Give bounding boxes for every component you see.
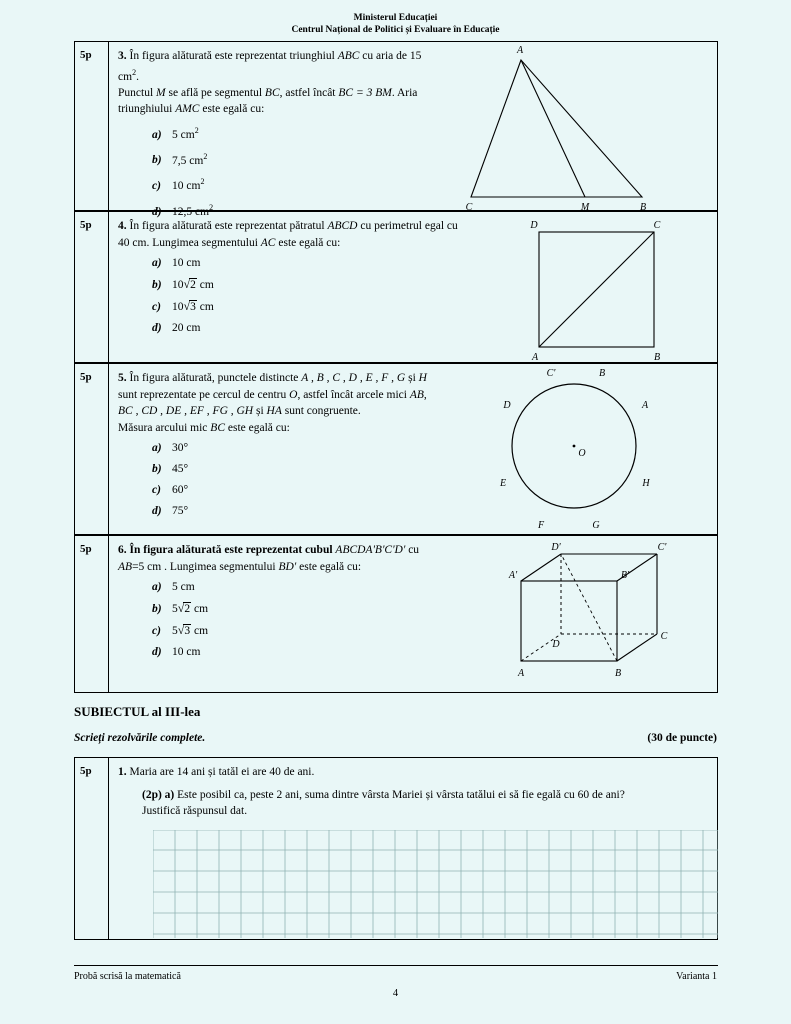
problem-4-t2: cu perimetrul egal cu: [360, 220, 458, 232]
problem-3-t7: . Aria triunghiului: [118, 86, 418, 116]
answer-grid[interactable]: [153, 830, 718, 938]
problem-6-number: 6.: [118, 544, 127, 556]
problem-3-number: 3.: [118, 50, 127, 62]
problem-4-ac: AC: [260, 236, 276, 249]
problem-3-points: 5p: [75, 42, 109, 210]
page-number: 4: [392, 988, 399, 999]
problem-6-ab: AB: [118, 560, 133, 573]
problem-5-number: 5.: [118, 372, 127, 384]
problem-3-t3: .: [136, 70, 139, 83]
section-title: SUBIECTUL al III-lea: [74, 704, 201, 719]
label-G: G: [592, 520, 600, 531]
problem-5-table: [74, 363, 718, 535]
answer-option[interactable]: a) 5 $cm^2$: [152, 125, 199, 141]
problem-iii-1-number: 1.: [118, 766, 127, 778]
label-B: B: [653, 352, 661, 362]
label-A: A: [531, 352, 539, 362]
label-C: C: [660, 631, 668, 642]
problem-5-figure: [469, 364, 717, 534]
answer-option[interactable]: a) 5 cm: [152, 581, 195, 593]
answer-option[interactable]: c) 60°: [152, 484, 189, 496]
answer-option[interactable]: c) 10 $cm^2$: [152, 177, 205, 193]
problem-6-points: 5p: [75, 536, 109, 692]
answer-option[interactable]: b) 45°: [152, 463, 189, 475]
problem-5-ha: HA: [266, 405, 282, 417]
problem-6-t3: =5 cm . Lungimea segmentului: [132, 560, 276, 573]
label-C: C: [653, 220, 661, 231]
problem-3-t2: cu aria de: [362, 50, 407, 62]
label-Bp: B': [620, 570, 630, 581]
problem-3-abc: ABC: [337, 50, 360, 62]
problem-3-t6: , astfel încât: [279, 86, 336, 99]
problem-3-table: [74, 41, 718, 219]
label-A: A: [516, 45, 524, 56]
problem-iii-1a-label: (2p) a): [142, 788, 175, 801]
footer-right: Varianta 1: [676, 971, 717, 982]
problem-3-t4: Punctul: [118, 86, 154, 99]
problem-5-o: O: [289, 388, 298, 401]
problem-4-number: 4.: [118, 220, 127, 232]
problem-5-points: 5p: [75, 364, 109, 534]
label-A: A: [517, 668, 525, 679]
label-D: D: [552, 639, 560, 650]
label-O: O: [578, 448, 586, 459]
problem-5-points-list: A , B , C , D , E , F , G: [301, 372, 406, 384]
label-B: B: [614, 668, 622, 679]
center-line: Centrul Național de Politici și Evaluare în Educație: [291, 25, 500, 35]
problem-4-t4: este egală cu:: [278, 236, 341, 249]
problem-4-text: [109, 212, 494, 362]
answer-option[interactable]: c) 10√3 cm: [152, 299, 214, 313]
problem-6-t2: cu: [408, 544, 420, 556]
problem-5-t4: ,: [423, 388, 427, 401]
problem-5-t5: sunt congruente.: [284, 405, 361, 417]
problem-4-per: 40 cm: [118, 236, 147, 249]
footer-left: Probă scrisă la matematică: [74, 971, 181, 982]
answer-option[interactable]: a) 30°: [152, 442, 189, 454]
problem-3-text: [109, 42, 449, 219]
label-D: D: [530, 220, 538, 231]
label-C: C: [465, 202, 473, 210]
problem-6-bd: BD': [278, 560, 297, 573]
problem-5-si2: și: [256, 405, 264, 417]
answer-option[interactable]: b) 5√2 cm: [152, 601, 209, 615]
section-points: (30 de puncte): [647, 732, 717, 744]
label-Cp: C': [546, 368, 556, 379]
problem-3-m: M: [156, 86, 166, 99]
label-Dp: D': [551, 542, 561, 553]
problem-iii-1-line1: Maria are 14 ani și tatăl ei are 40 de ani.: [129, 766, 315, 778]
problem-6-answers: [118, 577, 493, 663]
problem-5-ab: AB: [409, 388, 424, 401]
answer-option[interactable]: a) 10 cm: [152, 257, 201, 269]
problem-5-t1: În figura alăturată, punctele distincte: [129, 372, 299, 384]
problem-5-h: H: [418, 372, 427, 384]
problem-5-t3: , astfel încât arcele mici: [297, 388, 407, 401]
label-M: M: [580, 202, 590, 210]
label-A: A: [641, 400, 649, 411]
answer-option[interactable]: d) 20 cm: [152, 322, 201, 334]
problem-4-table: [74, 211, 718, 363]
problem-4-figure: [494, 212, 717, 362]
section-subtitle: Scrieți rezolvările complete.: [74, 732, 206, 744]
answer-option[interactable]: d) 12,5 $cm^2$: [152, 203, 214, 219]
problem-3-t8: este egală cu:: [202, 103, 265, 116]
label-B: B: [598, 368, 606, 379]
problem-3-t1: În figura alăturată este reprezentat triunghiul: [129, 50, 335, 62]
label-E: E: [499, 478, 507, 489]
label-B: B: [639, 202, 647, 210]
problem-3-answers: [118, 120, 443, 223]
problem-3-figure: [449, 42, 717, 210]
problem-5-t7: este egală cu:: [227, 421, 290, 434]
label-Cp: C': [657, 542, 667, 553]
problem-6-cube: ABCDA'B'C'D': [335, 544, 406, 556]
problem-6-t4: este egală cu:: [299, 560, 362, 573]
answer-option[interactable]: c) 5√3 cm: [152, 623, 209, 637]
label-D: D: [503, 400, 511, 411]
label-F: F: [537, 520, 545, 531]
problem-5-si: și: [408, 372, 416, 384]
problem-3-bc: BC: [264, 86, 280, 99]
problem-iii-1-text: [109, 758, 717, 822]
problem-4-abcd: ABCD: [327, 220, 358, 232]
footer-divider: [74, 965, 718, 966]
problem-4-answers: [118, 253, 488, 339]
problem-3-amc: AMC: [175, 103, 200, 116]
problem-5-arcs: BC , CD , DE , EF , FG , GH: [118, 405, 254, 417]
problem-3-rel: BC = 3: [338, 86, 373, 99]
problem-5-t2: sunt reprezentate pe cercul de centru: [118, 388, 287, 401]
problem-iii-1-points: 5p: [75, 758, 109, 939]
problem-6-text: [109, 536, 499, 692]
answer-option[interactable]: b) 7,5 $cm^2$: [152, 151, 208, 167]
problem-5-bc: BC: [210, 421, 225, 434]
problem-iii-1a-text: Este posibil ca, peste 2 ani, suma dintre vârsta Mariei și vârsta tatălui ei să fie egală cu 60 de ani?: [177, 788, 625, 801]
problem-3-area-exp: 2: [132, 67, 137, 77]
ministry-line: Ministerul Educației: [353, 13, 438, 23]
answer-option[interactable]: d) 75°: [152, 505, 189, 517]
problem-6-table: [74, 535, 718, 693]
problem-4-t1: În figura alăturată este reprezentat pătratul: [129, 220, 325, 232]
problem-3-bm: BM: [375, 86, 392, 99]
problem-iii-1-table: [74, 757, 718, 940]
answer-option[interactable]: d) 10 cm: [152, 646, 201, 658]
problem-iii-1a-text2: Justifică răspunsul dat.: [142, 805, 248, 817]
problem-6-figure: [499, 536, 717, 692]
problem-3-t5: se află pe segmentul: [168, 86, 263, 99]
problem-5-answers: [118, 438, 463, 522]
problem-4-points: 5p: [75, 212, 109, 362]
label-Ap: A': [508, 570, 518, 581]
answer-option[interactable]: b) 10√2 cm: [152, 277, 214, 291]
document-header: [0, 0, 791, 36]
problem-5-text: [109, 364, 469, 534]
problem-6-t1: În figura alăturată este reprezentat cubul: [129, 544, 333, 556]
problem-5-t6: Măsura arcului mic: [118, 421, 208, 434]
problem-3-area: 15 cm: [118, 50, 422, 83]
label-H: H: [642, 478, 650, 489]
problem-4-t3: . Lungimea segmentului: [146, 236, 258, 249]
